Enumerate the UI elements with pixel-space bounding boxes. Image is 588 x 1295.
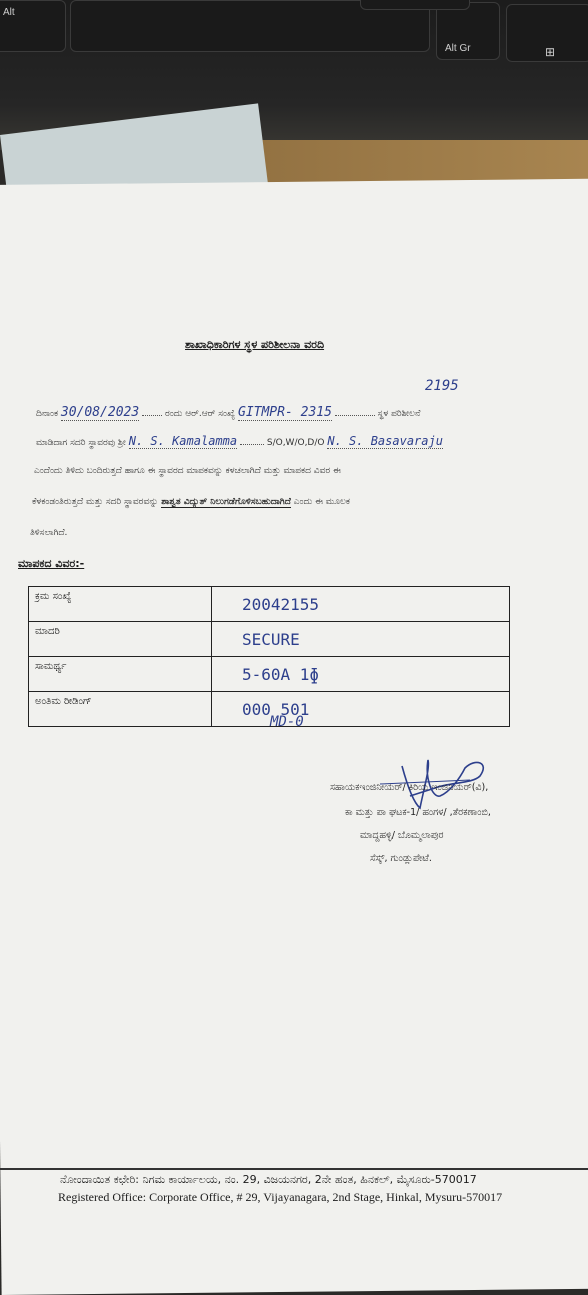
signature-designation: ಸಹಾಯಕಇಂಜಿನೀಯರ್/ ಕಿರಿಯ ಇಂಜಿನಿಯರ್(ವಿ), (330, 782, 489, 793)
date-value: 30/08/2023 (60, 405, 140, 420)
rr-number: GITMPR- 2315 (238, 405, 332, 420)
table-cell-label: ಮಾದರಿ (29, 622, 212, 657)
table-cell-value: 000 501 (212, 692, 510, 727)
rr-prefix: ರಂದು ಆರ್.ಆರ್ ಸಂಖ್ಯೆ (164, 409, 236, 419)
signature-section: ಮಾದ್ದಹಳ್ಳಿ/ ಬೊಮ್ಮಲಾಪುರ (360, 830, 444, 841)
table-row (29, 657, 510, 692)
table-cell-label: ಕ್ರಮ ಸಂಖ್ಯೆ (29, 587, 212, 622)
table-cell-value: 5-60A 1ɸ (212, 657, 510, 692)
table-cell-value: SECURE (212, 622, 510, 657)
footer-english: Registered Office: Corporate Office, # 29, Vijayanagara, 2nd Stage, Hinkal, Mysuru-570017 (58, 1190, 503, 1204)
date-prefix: ದಿನಾಂಕ (36, 409, 59, 419)
footer-kannada: ನೋಂದಾಯಿತ ಕಛೇರಿ: ನಿಗಮ ಕಾರ್ಯಾಲಯ, ನಂ. 29, ವಿಜಯನಗರ, 2ನೇ ಹಂತ, ಹಿನಕಲ್, ಮೈಸೂರು-570017 (60, 1173, 477, 1186)
line-1 (36, 405, 420, 420)
father-name: N. S. Basavaraju (327, 434, 443, 448)
table-row (29, 587, 510, 622)
line-5: ತಿಳಿಸಲಾಗಿದೆ. (30, 528, 68, 538)
table-cell-label: ಅಂತಿಮ ರೀಡಿಂಗ್ (29, 692, 212, 727)
footer-divider (0, 1168, 588, 1170)
table-row (29, 622, 510, 657)
line4-suffix: ಎಂದು ಈ ಮೂಲಕ (293, 497, 350, 507)
relation-label: S/O,W/O,D/O (266, 438, 325, 448)
line-4 (32, 497, 350, 507)
md-note: MD-0 (270, 714, 304, 730)
line-3: ಎಂದೆಂದು ತಿಳಿದು ಬಂದಿರುತ್ತದೆ ಹಾಗೂ ಈ ಸ್ಥಾವರದ ಮಾಪಕವನ್ನು ಕಳಚಲಾಗಿದೆ ಮತ್ತು ಮಾಪಕದ ವಿವರ ಈ (34, 466, 341, 476)
meter-details-heading: ಮಾಪಕದ ವಿವರ:- (18, 557, 85, 570)
table-row (29, 692, 510, 727)
meter-details-table (28, 586, 510, 727)
windows-icon: ⊞ (545, 45, 556, 59)
disconnection-note: ಶಾಶ್ವತ ವಿದ್ಯುತ್ ನಿಲುಗಡೆಗೊಳಿಸಬಹುದಾಗಿದೆ (161, 497, 291, 507)
line2-prefix: ಮಾಡಿದಾಗ ಸದರಿ ಸ್ಥಾವರವು ಶ್ರೀ (36, 438, 126, 448)
document-title: ಶಾಖಾಧಿಕಾರಿಗಳ ಸ್ಥಳ ಪರಿಶೀಲನಾ ವರದಿ (185, 338, 325, 351)
owner-name: N. S. Kamalamma (128, 434, 238, 448)
line-2 (36, 434, 443, 448)
line4-prefix: ಕೆಳಕಂಡಂತಿರುತ್ತದೆ ಮತ್ತು ಸದರಿ ಸ್ಥಾವರವನ್ನು (32, 497, 159, 507)
table-cell-value: 20042155 (212, 587, 510, 622)
table-cell-label: ಸಾಮರ್ಥ್ಯ (29, 657, 212, 692)
key-alt-label: Alt (3, 7, 15, 18)
signature-unit: ಕಾ ಮತ್ತು ಪಾ ಘಟಕ-1/ ಹಂಗಳ/ ,ತೆರಕಣಾಂಬಿ, (345, 807, 491, 818)
rr-correction: 2195 (425, 378, 459, 394)
key-altgr-label: Alt Gr (445, 43, 471, 54)
signature-division: ಸೆಸ್ಕ್, ಗುಂಡ್ಲುಪೇಟೆ. (370, 853, 432, 864)
line1-suffix: ಸ್ಥಳ ಪರಿಶೀಲನೆ (377, 409, 421, 419)
